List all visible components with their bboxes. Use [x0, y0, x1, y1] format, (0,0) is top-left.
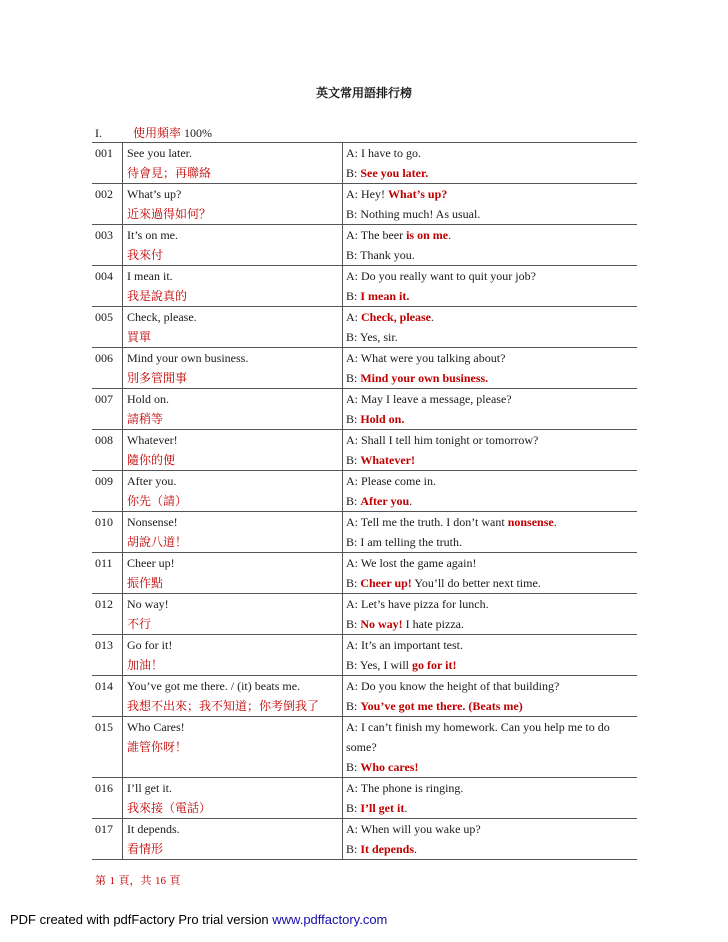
dialog-line-a — [346, 676, 634, 696]
phrase-chinese: 我來接（電話） — [127, 801, 212, 815]
phrase-english: It’s on me. — [127, 228, 178, 242]
dialog-cell — [343, 819, 638, 860]
dialog-line-b — [346, 798, 634, 818]
dialog-text: B: — [346, 166, 361, 180]
phrase-cell — [123, 184, 343, 225]
pdf-notice-link[interactable]: www.pdffactory.com — [272, 912, 388, 927]
dialog-highlight: I’ll get it — [360, 801, 405, 815]
table-row — [92, 430, 637, 471]
dialog-text: B: — [346, 412, 361, 426]
dialog-line-b — [346, 532, 634, 552]
dialog-text: A: Please come in. — [346, 474, 436, 488]
dialog-cell — [343, 512, 638, 553]
dialog-text: B: — [346, 576, 361, 590]
dialog-cell — [343, 553, 638, 594]
dialog-highlight: What’s up? — [388, 187, 448, 201]
phrase-english: It depends. — [127, 822, 180, 836]
dialog-line-a — [346, 266, 634, 286]
dialog-cell — [343, 389, 638, 430]
dialog-text: A: I can’t finish my homework. Can you help me to do some? — [346, 720, 610, 754]
phrase-chinese: 誰管你呀！ — [127, 740, 188, 754]
dialog-text: B: I am telling the truth. — [346, 535, 462, 549]
phrase-cell — [123, 307, 343, 348]
dialog-cell — [343, 676, 638, 717]
dialog-text: B: — [346, 699, 361, 713]
phrase-chinese: 別多管閒事 — [127, 371, 188, 385]
table-row — [92, 819, 637, 860]
dialog-line-b — [346, 839, 634, 859]
phrase-chinese: 近來過得如何？ — [127, 207, 212, 221]
phrase-cell — [123, 819, 343, 860]
phrase-chinese: 待會見；再聯絡 — [127, 166, 212, 180]
row-number: 008 — [92, 430, 123, 471]
phrase-cell — [123, 717, 343, 778]
row-number: 002 — [92, 184, 123, 225]
row-number: 006 — [92, 348, 123, 389]
phrase-english: Mind your own business. — [127, 351, 249, 365]
footer-page: 1 — [109, 875, 115, 887]
phrase-cell — [123, 471, 343, 512]
dialog-line-b — [346, 327, 634, 347]
dialog-highlight: After you — [360, 494, 410, 508]
pdf-notice — [10, 912, 387, 927]
phrase-english: What’s up? — [127, 187, 182, 201]
dialog-text: I hate pizza. — [402, 617, 464, 631]
table-row — [92, 635, 637, 676]
table-row — [92, 553, 637, 594]
table-row — [92, 594, 637, 635]
phrase-chinese: 買單 — [127, 330, 152, 344]
dialog-line-b — [346, 450, 634, 470]
phrase-english: Check, please. — [127, 310, 197, 324]
phrase-table — [92, 142, 637, 860]
phrase-english: Cheer up! — [127, 556, 175, 570]
phrase-cell — [123, 225, 343, 266]
dialog-cell — [343, 184, 638, 225]
dialog-text: A: May I leave a message, please? — [346, 392, 512, 406]
dialog-text: B: — [346, 801, 361, 815]
dialog-highlight: nonsense — [507, 515, 554, 529]
dialog-text: B: — [346, 760, 361, 774]
dialog-cell — [343, 471, 638, 512]
dialog-highlight: Check, please — [361, 310, 431, 324]
table-row — [92, 389, 637, 430]
dialog-text: B: — [346, 842, 361, 856]
table-row — [92, 717, 637, 778]
phrase-cell — [123, 143, 343, 184]
dialog-highlight: Who cares! — [360, 760, 419, 774]
dialog-text: A: The beer — [346, 228, 407, 242]
dialog-cell — [343, 348, 638, 389]
table-row — [92, 512, 637, 553]
phrase-chinese: 看情形 — [127, 842, 164, 856]
dialog-text: A: I have to go. — [346, 146, 421, 160]
phrase-english: Hold on. — [127, 392, 169, 406]
phrase-cell — [123, 676, 343, 717]
phrase-english: Whatever! — [127, 433, 178, 447]
phrase-chinese: 請稍等 — [127, 412, 164, 426]
dialog-highlight: You’ve got me there. (Beats me) — [360, 699, 523, 713]
footer-post: 頁 — [169, 874, 181, 887]
dialog-cell — [343, 143, 638, 184]
phrase-cell — [123, 266, 343, 307]
phrase-chinese: 你先（請） — [127, 494, 188, 508]
dialog-highlight: go for it! — [412, 658, 457, 672]
phrase-english: Go for it! — [127, 638, 173, 652]
phrase-cell — [123, 389, 343, 430]
phrase-cell — [123, 778, 343, 819]
section-label: 使用頻率 — [133, 126, 182, 140]
dialog-line-a — [346, 143, 634, 163]
dialog-line-b — [346, 409, 634, 429]
dialog-highlight: No way! — [360, 617, 403, 631]
table-row — [92, 471, 637, 512]
phrase-cell — [123, 430, 343, 471]
dialog-cell — [343, 635, 638, 676]
phrase-english: I mean it. — [127, 269, 173, 283]
table-row — [92, 184, 637, 225]
dialog-text: B: — [346, 371, 361, 385]
footer-pre: 第 — [95, 874, 106, 887]
section-percent: 100% — [184, 126, 213, 140]
phrase-chinese: 我來付 — [127, 248, 164, 262]
dialog-line-b — [346, 573, 634, 593]
dialog-line-a — [346, 635, 634, 655]
dialog-line-b — [346, 163, 634, 183]
dialog-highlight: I mean it. — [360, 289, 410, 303]
row-number: 015 — [92, 717, 123, 778]
phrase-cell — [123, 553, 343, 594]
dialog-line-b — [346, 286, 634, 306]
phrase-chinese: 振作點 — [127, 576, 164, 590]
phrase-chinese: 隨你的便 — [127, 453, 176, 467]
phrase-chinese: 胡說八道！ — [127, 535, 188, 549]
dialog-text: . — [553, 515, 557, 529]
row-number: 010 — [92, 512, 123, 553]
phrase-english: Nonsense! — [127, 515, 178, 529]
phrase-cell — [123, 512, 343, 553]
dialog-text: You’ll do better next time. — [411, 576, 541, 590]
dialog-text: A: It’s an important test. — [346, 638, 463, 652]
dialog-text: B: — [346, 289, 361, 303]
dialog-text: A: We lost the game again! — [346, 556, 477, 570]
row-number: 003 — [92, 225, 123, 266]
phrase-english: Who Cares! — [127, 720, 185, 734]
dialog-line-b — [346, 614, 634, 634]
phrase-english: I’ll get it. — [127, 781, 172, 795]
phrase-english: See you later. — [127, 146, 192, 160]
dialog-text: A: Do you really want to quit your job? — [346, 269, 536, 283]
table-row — [92, 778, 637, 819]
dialog-text: . — [404, 801, 408, 815]
dialog-text: . — [409, 494, 413, 508]
dialog-highlight: See you later. — [360, 166, 429, 180]
phrase-cell — [123, 348, 343, 389]
dialog-cell — [343, 266, 638, 307]
dialog-line-a — [346, 471, 634, 491]
table-row — [92, 225, 637, 266]
dialog-line-b — [346, 696, 634, 716]
dialog-line-a — [346, 594, 634, 614]
dialog-highlight: Cheer up! — [360, 576, 412, 590]
dialog-line-a — [346, 307, 634, 327]
dialog-text: . — [448, 228, 452, 242]
dialog-text: A: Let’s have pizza for lunch. — [346, 597, 489, 611]
dialog-text: A: — [346, 310, 361, 324]
dialog-text: A: Shall I tell him tonight or tomorrow? — [346, 433, 539, 447]
pdf-notice-text: PDF created with pdfFactory Pro trial version — [10, 912, 273, 927]
row-number: 009 — [92, 471, 123, 512]
row-number: 014 — [92, 676, 123, 717]
phrase-chinese: 我是說真的 — [127, 289, 188, 303]
row-number: 017 — [92, 819, 123, 860]
dialog-text: B: — [346, 494, 361, 508]
page-title: 英文常用語排行榜 — [315, 86, 412, 100]
dialog-text: . — [414, 842, 418, 856]
page-footer — [95, 872, 181, 888]
dialog-highlight: Hold on. — [360, 412, 405, 426]
dialog-line-b — [346, 491, 634, 511]
dialog-line-b — [346, 655, 634, 675]
dialog-text: B: Yes, sir. — [346, 330, 398, 344]
dialog-highlight: Whatever! — [360, 453, 415, 467]
dialog-cell — [343, 594, 638, 635]
dialog-cell — [343, 778, 638, 819]
phrase-cell — [123, 635, 343, 676]
dialog-cell — [343, 717, 638, 778]
dialog-line-b — [346, 757, 634, 777]
dialog-cell — [343, 307, 638, 348]
row-number: 005 — [92, 307, 123, 348]
dialog-text: B: Thank you. — [346, 248, 415, 262]
dialog-highlight: is on me — [406, 228, 449, 242]
dialog-text: A: What were you talking about? — [346, 351, 506, 365]
phrase-english: After you. — [127, 474, 177, 488]
phrase-chinese: 加油！ — [127, 658, 164, 672]
dialog-text: B: — [346, 617, 361, 631]
row-number: 013 — [92, 635, 123, 676]
row-number: 004 — [92, 266, 123, 307]
dialog-text: A: Tell me the truth. I don’t want — [346, 515, 508, 529]
dialog-line-a — [346, 348, 634, 368]
dialog-text: A: Hey! — [346, 187, 388, 201]
dialog-line-a — [346, 553, 634, 573]
dialog-line-a — [346, 389, 634, 409]
dialog-text: B: — [346, 453, 361, 467]
dialog-line-a — [346, 778, 634, 798]
dialog-line-a — [346, 819, 634, 839]
dialog-line-a — [346, 184, 634, 204]
row-number: 001 — [92, 143, 123, 184]
table-row — [92, 348, 637, 389]
phrase-chinese: 不行 — [127, 617, 152, 631]
dialog-line-a — [346, 430, 634, 450]
dialog-line-b — [346, 204, 634, 224]
dialog-highlight: It depends — [360, 842, 415, 856]
phrase-english: You’ve got me there. / (it) beats me. — [127, 679, 301, 693]
table-row — [92, 307, 637, 348]
phrase-chinese: 我想不出來；我不知道；你考倒我了 — [127, 699, 320, 713]
dialog-cell — [343, 225, 638, 266]
dialog-line-a — [346, 717, 634, 757]
row-number: 011 — [92, 553, 123, 594]
table-row — [92, 266, 637, 307]
dialog-text: A: The phone is ringing. — [346, 781, 464, 795]
footer-total: 16 — [155, 875, 166, 887]
dialog-line-b — [346, 368, 634, 388]
section-heading — [95, 124, 212, 141]
row-number: 016 — [92, 778, 123, 819]
phrase-english: No way! — [127, 597, 169, 611]
table-row — [92, 676, 637, 717]
table-row — [92, 143, 637, 184]
phrase-cell — [123, 594, 343, 635]
dialog-line-a — [346, 225, 634, 245]
dialog-line-b — [346, 245, 634, 265]
footer-mid: 頁，共 — [118, 874, 152, 887]
dialog-text: B: Nothing much! As usual. — [346, 207, 481, 221]
dialog-cell — [343, 430, 638, 471]
dialog-text: A: Do you know the height of that building? — [346, 679, 560, 693]
row-number: 012 — [92, 594, 123, 635]
dialog-line-a — [346, 512, 634, 532]
dialog-text: B: Yes, I will — [346, 658, 413, 672]
row-number: 007 — [92, 389, 123, 430]
section-number: I. — [95, 126, 102, 140]
dialog-text: . — [431, 310, 434, 324]
dialog-highlight: Mind your own business. — [360, 371, 489, 385]
dialog-text: A: When will you wake up? — [346, 822, 481, 836]
